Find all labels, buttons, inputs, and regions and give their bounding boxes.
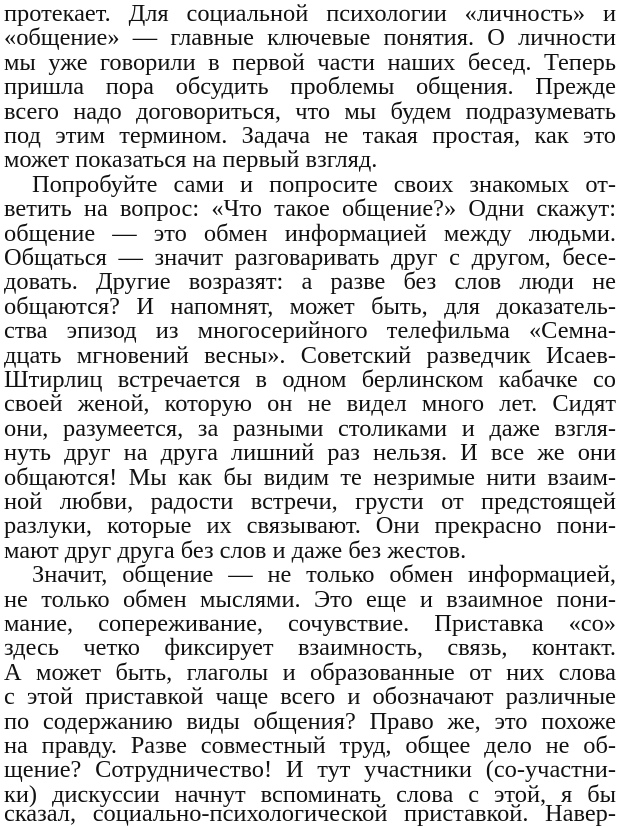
text-line-3: мы уже говорили в первой части наших бесед. Теперь [4, 48, 616, 76]
text-line-12: довать. Другие возразят: а разве без слов люди не [4, 268, 616, 296]
text-line-21: ной любви, радости встречи, грусти от предстоящей [4, 488, 616, 515]
text-line-27: здесь четко фиксирует взаимность, связь, контакт. [4, 634, 616, 662]
text-line-34: сказал, социально-психологической приставкой. Навер- [4, 800, 616, 827]
text-line-2: «общение» — главные ключевые понятия. О личности [4, 24, 616, 52]
text-line-23: мают друг друга без слов и даже без жестов. [4, 536, 467, 564]
text-line-18: они, разумеется, за разными столиками и даже взгля- [4, 414, 616, 442]
text-line-30: по содержанию виды общения? Право же, это похоже [4, 707, 616, 735]
text-line-19: нуть друг на друга лишний раз нельзя. И все же они [4, 439, 616, 467]
text-line-13: общаются? И напомнят, может быть, для доказатель- [4, 292, 616, 320]
text-line-31: на правду. Разве совместный труд, общее дело не об- [4, 732, 616, 759]
text-line-10: общение — это обмен информацией между людьми. [4, 219, 616, 247]
text-line-5: всего надо договориться, что мы будем подразумевать [4, 97, 616, 125]
text-line-33: ки) дискуссии начнут вспоминать слова с этой, я бы [4, 780, 616, 808]
text-line-9: ветить на вопрос: «Что такое общение?» Одни скажут: [4, 195, 616, 223]
text-line-15: дцать мгновений весны». Советский разведчик Исаев- [4, 341, 616, 369]
text-line-1: протекает. Для социальной психологии «личность» и [4, 0, 616, 27]
text-line-26: мание, сопереживание, сочувствие. Приставка «со» [4, 610, 616, 637]
text-line-6: под этим термином. Задача не такая простая, как это [4, 122, 616, 149]
text-line-7: может показаться на первый взгляд. [4, 146, 378, 174]
text-line-28: А может быть, глаголы и образованные от них слова [4, 658, 616, 686]
text-line-32: щение? Сотрудничество! И тут участники (со-участни- [4, 756, 616, 784]
text-line-11: Общаться — значит разговаривать друг с другом, бесе- [4, 244, 616, 271]
text-line-24: Значит, общение — не только обмен информацией, [32, 561, 616, 589]
text-line-20: общаются! Мы как бы видим те незримые нити взаим- [4, 463, 616, 491]
text-line-4: пришла пора обсудить проблемы общения. Прежде [4, 73, 616, 101]
text-line-8: Попробуйте сами и попросите своих знакомых от- [32, 170, 616, 198]
book-page [4, 0, 616, 827]
text-line-25: не только обмен мыслями. Это еще и взаимное пони- [4, 585, 616, 613]
text-line-29: с этой приставкой чаще всего и обозначают различные [4, 683, 616, 711]
text-line-16: Штирлиц встречается в одном берлинском кабачке со [4, 366, 616, 393]
text-line-17: своей женой, которую он не видел много лет. Сидят [4, 390, 616, 418]
text-line-14: ства эпизод из многосерийного телефильма «Семна- [4, 317, 616, 345]
text-line-22: разлуки, которые их связывают. Они прекрасно пони- [4, 512, 616, 540]
